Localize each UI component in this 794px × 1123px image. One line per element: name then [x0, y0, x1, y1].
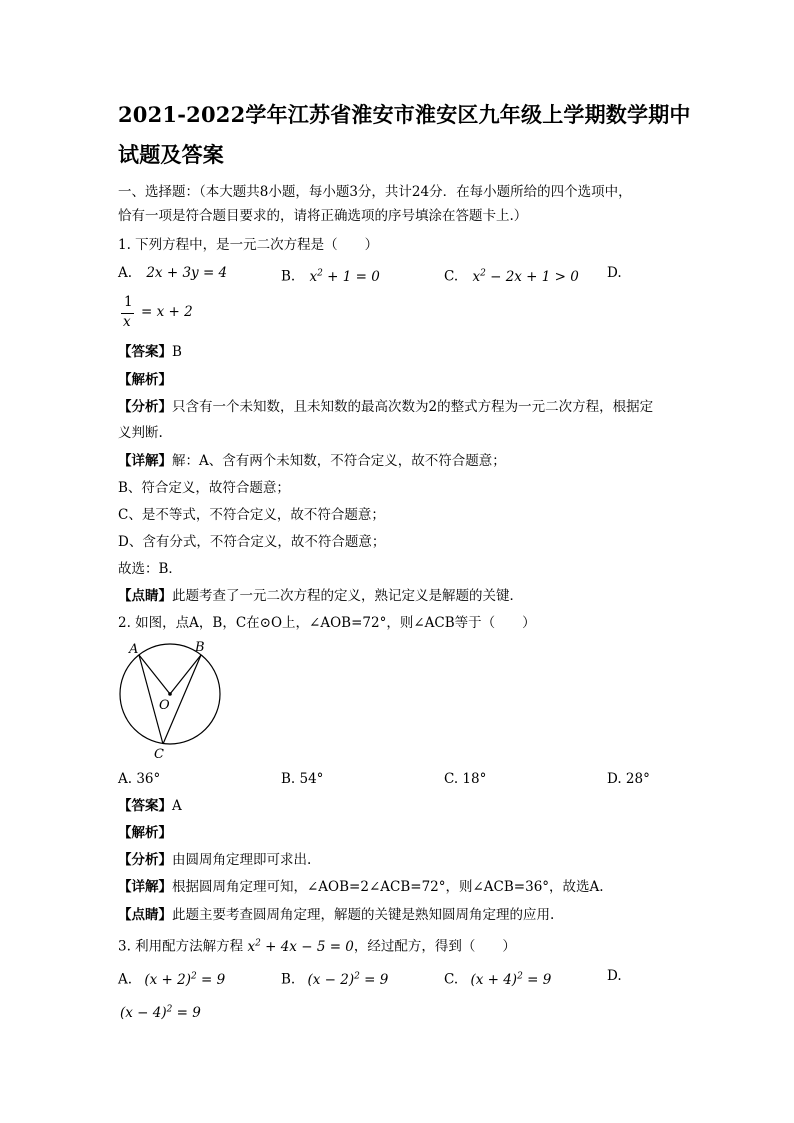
q3-stem-math-base: x [247, 938, 256, 955]
q2-fenxi-tag: 【分析】 [118, 852, 172, 868]
q3-option-c-expr: (x + 4) [470, 971, 518, 988]
q1-option-a [118, 264, 227, 282]
q1-option-c-base: x [472, 268, 481, 285]
q2-option-a: A. 36° [118, 771, 161, 787]
q1-option-b-label: B. [281, 268, 296, 285]
q2-analysis-tag: 【解析】 [118, 825, 172, 841]
label-a: A [129, 642, 139, 657]
q2-answer-tag: 【答案】 [118, 798, 172, 814]
q2-option-c: C. 18° [444, 771, 487, 787]
q1-option-b-rest: + 1 = 0 [322, 268, 380, 285]
q2-detail-tag: 【详解】 [118, 879, 172, 895]
q3-option-d-label: D. [607, 968, 622, 984]
q2-detail [118, 878, 604, 896]
q1-option-d-label: D. [607, 265, 622, 281]
q1-option-a-label: A. [118, 265, 133, 281]
q3-option-a-eq: = 9 [196, 971, 226, 988]
q1-option-d-numerator: 1 [124, 294, 133, 310]
q3-option-b-expr: (x − 2) [307, 971, 355, 988]
q1-comment [118, 587, 523, 605]
q3-option-c-label: C. [444, 971, 459, 988]
q1-option-b-base: x [309, 268, 318, 285]
q3-option-c-sup: 2 [517, 971, 523, 981]
q1-fenxi-tag: 【分析】 [118, 399, 172, 415]
q2-stem: 2. 如图，点A，B，C在⊙O上，∠AOB=72°，则∠ACB等于（ ） [118, 615, 536, 631]
label-o: O [159, 698, 170, 713]
q2-answer-value: A [172, 798, 182, 814]
section-intro-line-1: 一、选择题：（本大题共8小题，每小题3分，共计24分．在每小题所给的四个选项中， [118, 184, 632, 200]
section-intro-line-2: 恰有一项是符合题目要求的，请将正确选项的序号填涂在答题卡上.） [118, 208, 528, 224]
q1-detail-line-2: B、符合定义，故符合题意； [118, 480, 290, 496]
q1-comment-text: 此题考查了一元二次方程的定义，熟记定义是解题的关键． [172, 588, 523, 604]
q3-stem-math-sup: 2 [255, 938, 261, 948]
q2-comment-tag: 【点睛】 [118, 907, 172, 923]
q3-option-b-label: B. [281, 971, 296, 988]
q1-option-c-sup: 2 [480, 268, 486, 278]
center-point-o [168, 692, 172, 696]
q1-answer-value: B [172, 344, 182, 360]
q2-circle-figure [116, 638, 226, 762]
q1-option-d-denominator: x [123, 314, 131, 330]
q1-answer [118, 343, 182, 361]
q2-comment [118, 906, 554, 924]
q2-comment-text: 此题主要考查圆周角定理，解题的关键是熟知圆周角定理的应用. [172, 907, 555, 923]
q1-fenxi-text-1: 只含有一个未知数，且未知数的最高次数为2的整式方程为一元二次方程，根据定 [172, 399, 654, 415]
q3-option-b-eq: = 9 [359, 971, 389, 988]
q1-fenxi-line-2: 义判断. [118, 425, 163, 441]
q3-option-a-label: A. [118, 971, 133, 988]
q1-detail-line-1 [118, 452, 506, 470]
q3-option-d-eq: = 9 [172, 1004, 201, 1021]
q1-analysis-tag: 【解析】 [118, 372, 172, 388]
q3-stem-after: ，经过配方，得到（ ） [353, 938, 516, 955]
q3-option-a [118, 967, 225, 989]
q3-option-c-eq: = 9 [522, 971, 552, 988]
q3-stem-math-rest: + 4x − 5 = 0 [260, 938, 354, 955]
q1-option-c-label: C. [444, 268, 459, 285]
q3-option-c [444, 967, 551, 989]
q1-detail-tag: 【详解】 [118, 453, 172, 469]
q2-detail-text: 根据圆周角定理可知，∠AOB=2∠ACB=72°，则∠ACB=36°，故选A. [172, 879, 604, 895]
document-title-line-2: 试题及答案 [118, 142, 224, 167]
q3-option-d [120, 1000, 201, 1022]
q1-answer-tag: 【答案】 [118, 344, 172, 360]
document-title-line-1: 2021-2022学年江苏省淮安市淮安区九年级上学期数学期中 [118, 102, 691, 127]
q2-fenxi [118, 851, 311, 869]
q3-option-d-sup: 2 [166, 1004, 173, 1014]
q3-option-a-sup: 2 [190, 971, 197, 981]
q3-option-b [281, 967, 388, 989]
q1-option-c [444, 264, 579, 286]
q2-option-b: B. 54° [281, 771, 324, 787]
q2-fenxi-text: 由圆周角定理即可求出. [172, 852, 312, 868]
segment-bo [170, 655, 201, 694]
q1-option-a-math: 2x + 3y = 4 [146, 265, 228, 281]
q1-detail-line-5: 故选：B． [118, 561, 182, 577]
q1-comment-tag: 【点睛】 [118, 588, 172, 604]
q3-stem-before: 3. 利用配方法解方程 [118, 938, 248, 955]
q1-fenxi-line-1 [118, 398, 653, 416]
q2-option-d: D. 28° [607, 771, 650, 787]
q1-option-b [281, 264, 380, 286]
q1-option-b-sup: 2 [317, 268, 323, 278]
q3-option-b-sup: 2 [354, 971, 360, 981]
label-b: B [195, 640, 205, 655]
q1-option-d-rest: = x + 2 [141, 304, 193, 320]
q1-detail-text-1: 解：A、含有两个未知数，不符合定义，故不符合题意； [172, 453, 506, 469]
q3-option-d-expr: (x − 4) [120, 1004, 167, 1021]
q1-detail-line-4: D、含有分式，不符合定义，故不符合题意； [118, 534, 386, 550]
q1-option-c-rest: − 2x + 1 > 0 [485, 268, 579, 285]
q1-detail-line-3: C、是不等式，不符合定义，故不符合题意； [118, 507, 385, 523]
q1-stem: 1. 下列方程中，是一元二次方程是（ ） [118, 237, 379, 253]
q3-option-a-expr: (x + 2) [144, 971, 191, 988]
q3-stem [118, 934, 516, 956]
label-c: C [154, 747, 164, 762]
q2-answer [118, 797, 182, 815]
